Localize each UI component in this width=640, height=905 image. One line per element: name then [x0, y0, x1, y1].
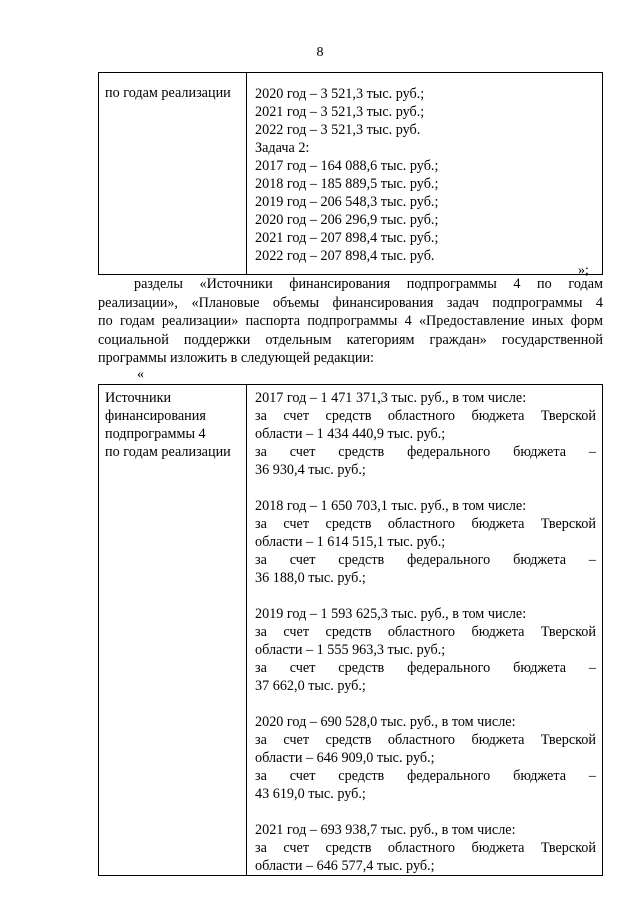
- paragraph-line: по годам реализации» паспорта подпрограммы 4 «Предоставление иных форм: [98, 313, 603, 330]
- opening-quote: «: [137, 367, 144, 382]
- closing-quote: »;: [578, 263, 589, 278]
- regional-budget-line: за счет средств областного бюджета Тверской: [255, 516, 596, 532]
- block-spacer: [255, 479, 596, 497]
- federal-budget-amount: 36 930,4 тыс. руб.;: [255, 462, 366, 478]
- regional-budget-line: за счет средств областного бюджета Тверской: [255, 408, 596, 424]
- row-label: по годам реализации: [105, 85, 231, 101]
- year-total: 2017 год – 1 471 371,3 тыс. руб., в том числе:: [255, 390, 527, 406]
- value-line: 2021 год – 3 521,3 тыс. руб.;: [255, 104, 425, 120]
- page-number: 8: [316, 45, 324, 60]
- regional-budget-amount: области – 646 577,4 тыс. руб.;: [255, 858, 435, 874]
- regional-budget-amount: области – 1 434 440,9 тыс. руб.;: [255, 426, 446, 442]
- row-label-cell: [99, 73, 247, 275]
- year-total: 2021 год – 693 938,7 тыс. руб., в том числе:: [255, 822, 516, 838]
- year-block: [255, 821, 596, 875]
- year-block: [255, 389, 596, 479]
- regional-budget-amount: области – 1 614 515,1 тыс. руб.;: [255, 534, 446, 550]
- body-paragraph: [98, 275, 603, 368]
- block-spacer: [255, 695, 596, 713]
- federal-budget-line: за счет средств федерального бюджета –: [255, 552, 596, 568]
- value-line: 2020 год – 206 296,9 тыс. руб.;: [255, 212, 439, 228]
- regional-budget-line: за счет средств областного бюджета Тверской: [255, 732, 596, 748]
- value-line: 2020 год – 3 521,3 тыс. руб.;: [255, 86, 425, 102]
- table-row: [99, 385, 603, 876]
- year-block: [255, 497, 596, 587]
- task-heading: Задача 2:: [255, 140, 310, 156]
- year-total: 2018 год – 1 650 703,1 тыс. руб., в том числе:: [255, 498, 527, 514]
- block-spacer: [255, 587, 596, 605]
- row-label-line: финансирования: [105, 408, 206, 424]
- regional-budget-amount: области – 646 909,0 тыс. руб.;: [255, 750, 435, 766]
- row-label-line: подпрограммы 4: [105, 426, 206, 442]
- value-line: 2022 год – 3 521,3 тыс. руб.: [255, 122, 421, 138]
- table-row: [99, 73, 603, 275]
- federal-budget-amount: 43 619,0 тыс. руб.;: [255, 786, 366, 802]
- year-block: [255, 713, 596, 803]
- paragraph-line: реализации», «Плановые объемы финансирования задач подпрограммы 4: [98, 294, 603, 311]
- sources-funding-table: [98, 384, 603, 876]
- year-block: [255, 605, 596, 695]
- year-total: 2020 год – 690 528,0 тыс. руб., в том числе:: [255, 714, 516, 730]
- value-line: 2019 год – 206 548,3 тыс. руб.;: [255, 194, 439, 210]
- regional-budget-line: за счет средств областного бюджета Тверской: [255, 840, 596, 856]
- value-line: 2018 год – 185 889,5 тыс. руб.;: [255, 176, 439, 192]
- federal-budget-line: за счет средств федерального бюджета –: [255, 660, 596, 676]
- federal-budget-amount: 36 188,0 тыс. руб.;: [255, 570, 366, 586]
- block-spacer: [255, 803, 596, 821]
- row-label-line: по годам реализации: [105, 444, 231, 460]
- paragraph-line: социальной поддержки отдельным категориям граждан» государственной: [98, 331, 603, 348]
- value-line: 2021 год – 207 898,4 тыс. руб.;: [255, 230, 439, 246]
- regional-budget-amount: области – 1 555 963,3 тыс. руб.;: [255, 642, 446, 658]
- value-line: 2022 год – 207 898,4 тыс. руб.: [255, 248, 435, 264]
- year-total: 2019 год – 1 593 625,3 тыс. руб., в том числе:: [255, 606, 527, 622]
- federal-budget-line: за счет средств федерального бюджета –: [255, 768, 596, 784]
- regional-budget-line: за счет средств областного бюджета Тверской: [255, 624, 596, 640]
- paragraph-line: разделы «Источники финансирования подпрограммы 4 по годам: [134, 276, 603, 292]
- federal-budget-amount: 37 662,0 тыс. руб.;: [255, 678, 366, 694]
- federal-budget-line: за счет средств федерального бюджета –: [255, 444, 596, 460]
- value-line: 2017 год – 164 088,6 тыс. руб.;: [255, 158, 439, 174]
- row-label-line: Источники: [105, 390, 172, 406]
- values-cell: [247, 385, 603, 876]
- paragraph-line: программы изложить в следующей редакции:: [98, 350, 374, 367]
- values-cell: [247, 73, 603, 275]
- top-funding-table: [98, 72, 603, 275]
- row-label-cell: [99, 385, 247, 876]
